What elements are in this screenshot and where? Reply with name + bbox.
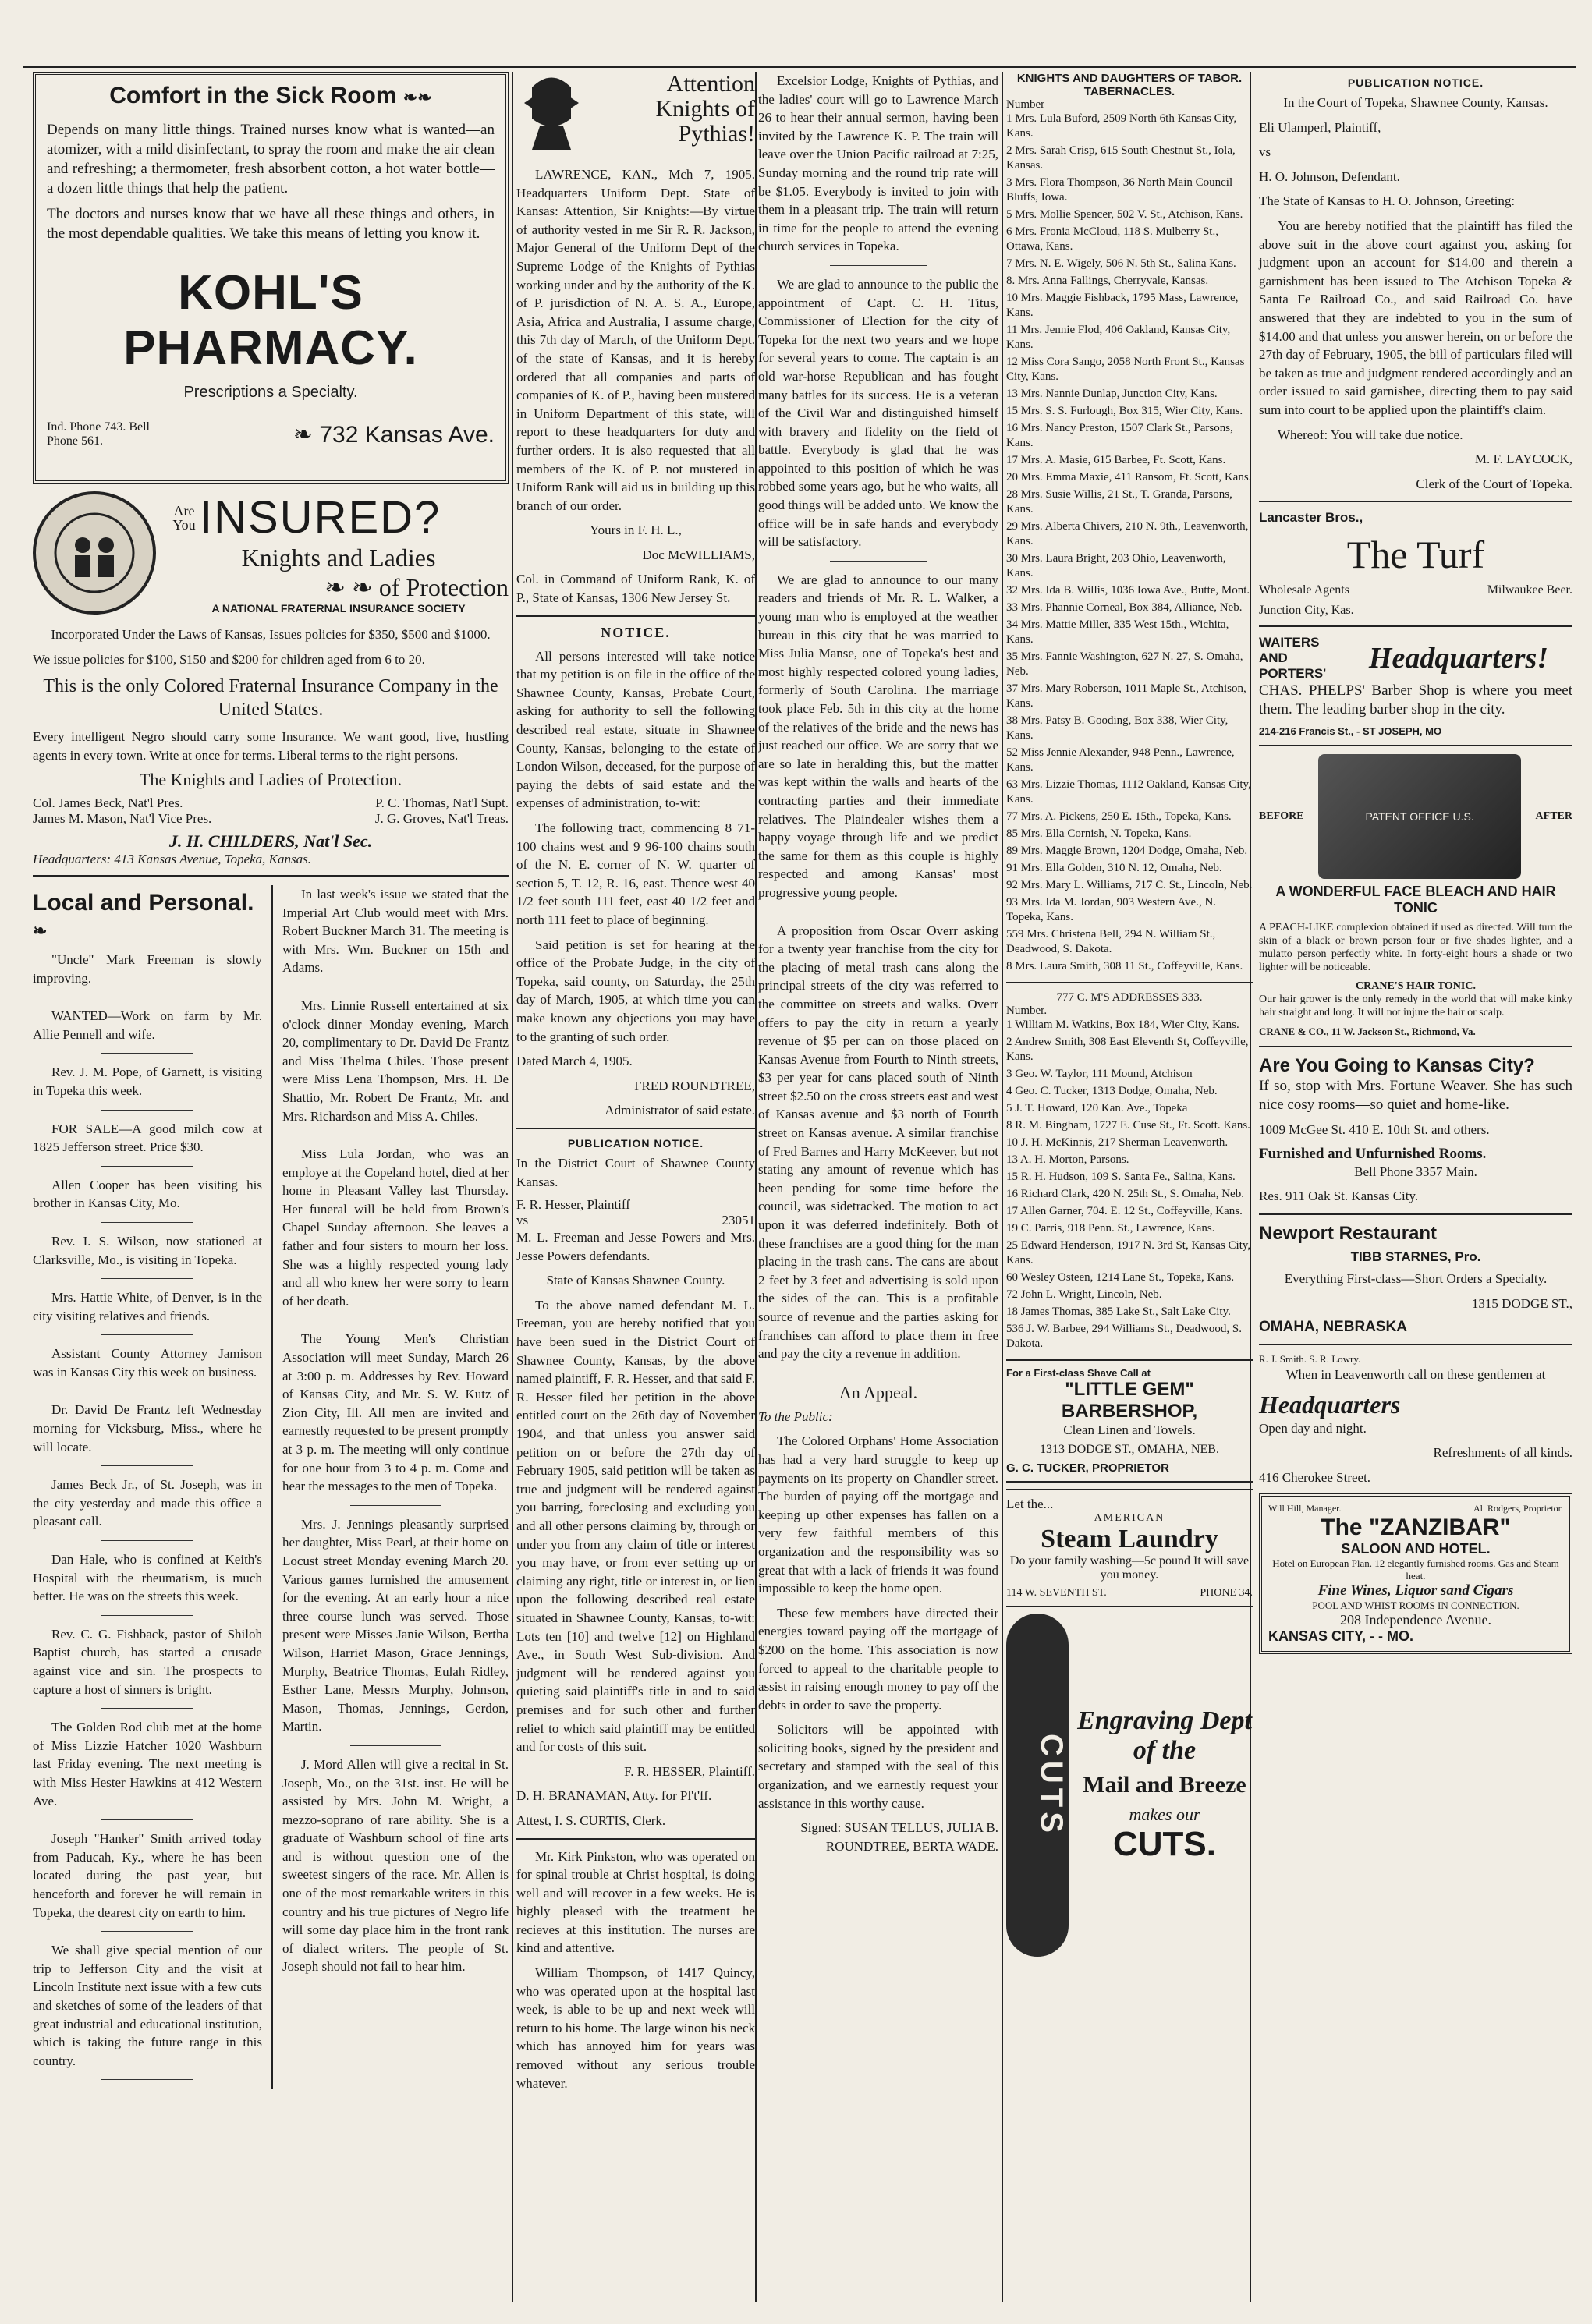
overr-item: A proposition from Oscar Overr asking for a twenty year franchise from the city for the placing of metal trash cans along the principal streets of the city was referred to the committee on streets and walks. Overr offers to pay the city in return a yearly revenue of $5 per can on those placed on Kansas Avenue from Fourth to Ninth streets, $3 per year for cans placed south of Ninth street $2.50 on the cross streets east and west of Kansas avenue and $3 north of Fourth street on Kansas avenue. A similar franchise of Fred Barnes and Harry McKeever, but not stating any amount of revenue which has been pending for some time before the council, was sidetracked. The motion to act upon it was deferred indefinitely. Both of these franchises are a good thing for the man placing in the trash cans. The cans are about 2 feet by 3 feet and advertising is sold upon the sides of the can. This is a profitable source of revenue and the parties asking for franchises can afford to place them in free and pay the city a revenue in addition. <box>758 923 998 1362</box>
ad-body: The doctors and nurses know that we have all these things and others, in the most dependable qualities. We take this means of letting you know it. <box>47 206 495 242</box>
turf-agents: Wholesale Agents <box>1259 583 1349 597</box>
ornament-icon: ❧ <box>33 920 48 941</box>
tabor-list <box>1006 112 1253 974</box>
lgem-sub: Clean Linen and Towels. <box>1063 1422 1196 1437</box>
leaven-hq: Headquarters <box>1259 1390 1401 1419</box>
cuts-banner: CUTS <box>1006 1614 1069 1957</box>
officer: James M. Mason, Nat'l Vice Pres. <box>33 810 212 826</box>
tabor-entry: 20 Mrs. Emma Maxie, 411 Ransom, Ft. Scott, Kans. <box>1006 471 1252 484</box>
engraving-paper: Mail and Breeze <box>1083 1772 1246 1798</box>
phone-numbers: Ind. Phone 743. Bell Phone 561. <box>47 420 150 448</box>
pub-number: 23051 <box>722 1213 755 1228</box>
tabor-entry: 2 Mrs. Sarah Crisp, 615 South Chestnut St., Iola, Kansas. <box>1006 144 1236 172</box>
tabor-entry: 7 Mrs. N. E. Wigely, 506 N. 5th St., Salina Kans. <box>1006 257 1236 270</box>
tabor-entry: 1 Mrs. Lula Buford, 2509 North 6th Kansas City, Kans. <box>1006 112 1237 140</box>
tabor-entry: 63 Mrs. Lizzie Thomas, 1112 Oakland, Kansas City, Kans. <box>1006 778 1251 806</box>
local-item: Dr. David De Frantz left Wednesday morning for Vicksburg, Miss., where he will locate. <box>33 1402 262 1454</box>
turf-bros: Lancaster Bros., <box>1259 510 1363 526</box>
tonic-title: CRANE'S HAIR TONIC. <box>1356 980 1476 993</box>
turf-beer: Milwaukee Beer. <box>1487 583 1572 597</box>
pub-defendants: M. L. Freeman and Jesse Powers and Mrs. Jesse Powers defendants. <box>516 1230 755 1263</box>
column-2 <box>516 72 755 2302</box>
separator <box>101 1278 193 1279</box>
tabor-entry: 32 Mrs. Ida B. Willis, 1036 Iowa Ave., Butte, Mont. <box>1006 584 1250 597</box>
laundry-addr: 114 W. SEVENTH ST. <box>1006 1587 1107 1599</box>
tabor-entry: 30 Mrs. Laura Bright, 203 Ohio, Leavenworth, Kans. <box>1006 552 1226 579</box>
tabor-entry: 34 Mrs. Mattie Miller, 335 West 15th., Wichita, Kans. <box>1006 618 1229 646</box>
local-item: Joseph "Hanker" Smith arrived today from Paducah, Ky., where he has been located during the past year, but henceforth and forever he will remain in Topeka, the dearest city on earth to him. <box>33 1831 262 1920</box>
knights-header <box>516 72 755 158</box>
officer: Col. James Beck, Nat'l Pres. <box>33 795 183 810</box>
walker-item: We are glad to announce to our many readers and friends of Mr. R. L. Walker, a young man who is employed at the weather bureau in this city that he was married to Miss Julia Manse, one of Topeka's best and most highly respected colored young ladies, formerly of South Carolina. The marriage took place Feb. 5th in this city at the home of the relatives of the bride and the news has just reached our office. We are sorry that we are so late in heralding this, but the matter was kept within the walls and hearts of the contracting parties and their immediate relatives. The Plaindealer wishes them a happy voyage through life and we predict the same for them as this couple is highly respected and among Kansas' most progressive young people. <box>758 572 998 900</box>
pub2-plaintiff: Eli Ulamperl, Plaintiff, <box>1259 119 1381 135</box>
waiters-hq: Headquarters! <box>1368 642 1549 675</box>
kc-res: Res. 911 Oak St. Kansas City. <box>1259 1189 1419 1204</box>
section-title: Local and Personal. <box>33 889 254 916</box>
appeal-title: An Appeal. <box>839 1382 918 1402</box>
attention-title: Knights of <box>655 96 755 122</box>
local-item: James Beck Jr., of St. Joseph, was in the city yesterday and made this office a pleasant call. <box>33 1477 262 1529</box>
ornament-icon: ❧ <box>293 421 320 448</box>
newport-city: OMAHA, NEBRASKA <box>1259 1319 1407 1336</box>
top-rule <box>23 66 1576 68</box>
pub-body: To the above named defendant M. L. Freeman, you are hereby notified that you have been sued in the District Court of Shawnee County, Kansas, by the above named plaintiff, F. R. Hesser, and that said F. R. Hesser filed her petition in the above entitled court on the 26th day of November 1904, and that unless you answer said petition on or before the 27th day of February 1905, said petition will be taken as true and judgment will be rendered against you barring, foreclosing and excluding you and all other persons claiming by, through or under you from any claim of title or interest you may have, or from ever setting up or claiming any right, title or interest in, or lien upon the following described real estate situated in Shawnee County, Kansas, to-wit: Lots ten [10] and twelve [12] on Highland Ave., in South West Sub-division. And judgment will be rendered against you quieting said plaintiff's title in and to said premises and for such other and further relief to which said plaintiff may be entitled and for costs of this suit. <box>516 1297 755 1755</box>
tabor-entry: 28 Mrs. Susie Willis, 21 St., T. Granda, Parsons, Kans. <box>1006 488 1232 515</box>
sign: Col. in Command of Uniform Rank, K. of P., State of Kansas, 1306 New Jersey St. <box>516 572 755 606</box>
notice-admin: FRED ROUNDTREE, <box>634 1078 755 1093</box>
face-bleach-ad <box>1259 754 1572 1038</box>
pub2-title: PUBLICATION NOTICE. <box>1347 76 1484 89</box>
local-item: The Golden Rod club met at the home of Miss Lizzie Hatcher 1020 Washburn last Friday evening. The next meeting is with Miss Hester Hawkins at 412 Western Ave. <box>33 1720 262 1809</box>
pub-court: In the District Court of Shawnee County Kansas. <box>516 1155 755 1189</box>
cms-entry: 19 C. Parris, 918 Penn. St., Lawrence, Kans. <box>1006 1222 1215 1235</box>
column-left <box>33 72 509 2302</box>
leavenworth-ad <box>1259 1353 1572 1486</box>
notice-body: All persons interested will take notice that my petition is on file in the office of the Shawnee County, Kansas, Probate Court, asking for authority to sell the following described real estate, situate in Shawnee County, Kansas, belonging to the estate of London Wilson, deceased, for the purpose of paying the debts of said estate and the expenses of administration, to-wit: <box>516 648 755 811</box>
pub2-clerk: M. F. LAYCOCK, <box>1474 452 1572 467</box>
cms-entry: 536 J. W. Barbee, 294 Williams St., Deadwood, S. Dakota. <box>1006 1323 1243 1350</box>
attention-body: LAWRENCE, KAN., Mch 7, 1905. Headquarters Uniform Dept. State of Kansas: Attention, Sir Knights:—By virtue of authority vested in me Sir R. R. Jackson, Major General of the Uniform Dept of the Supreme Lodge of the Knights of Pythias working under and by the authority of the K. of P. jurisdiction of N. A. S. A., Europe, Asia, Africa and Australia, I assume charge, this 7th day of March, of the Uniform Dept. of the state of Kansas, and it is hereby ordered that all companies and parts of companies of K. of P., having been mustered in Uniform Department of this state, will report to these headquarters for duty and further orders. It is also requested that all members of the K. of P. not mustered in Uniform Rank will aid us in building up this branch of our order. <box>516 167 755 513</box>
pub-vs: vs <box>516 1213 529 1228</box>
waiters-ad <box>1259 635 1572 737</box>
tabor-entry: 91 Mrs. Ella Golden, 310 N. 12, Omaha, Neb. <box>1006 862 1222 874</box>
column-4 <box>1006 72 1253 2302</box>
pub-sig: F. R. HESSER, Plaintiff. <box>624 1763 755 1779</box>
leaven-refresh: Refreshments of all kinds. <box>1433 1445 1572 1461</box>
local-item: Dan Hale, who is confined at Keith's Hospital with the rheumatism, is much better. He was on the streets this week. <box>33 1552 262 1604</box>
lgem-addr: 1313 DODGE ST., OMAHA, NEB. <box>1040 1443 1219 1456</box>
newport-addr: 1315 DODGE ST., <box>1471 1295 1572 1311</box>
org-name-1: Knights and Ladies <box>241 544 436 572</box>
pub2-body: You are hereby notified that the plaintiff has filed the above suit in the above court against you, asking for judgment upon an account for $14.00 and therein a garnishment has been issued to The Atchison Topeka & Santa Fe Railroad Co., and said Railroad Co. have answered that they are indebted to you in the sum of $14.00 and that unless you answer herein, on or before the 27th day of February, 1905, the bill of particulars filed will be taken as true and judgment rendered accordingly and an order issued to said garnishee, directing them to pay said sum into court to be applied upon the plaintiff's claim. <box>1259 218 1572 417</box>
tabor-entry: 6 Mrs. Fronia McCloud, 118 S. Mulberry St., Ottawa, Kans. <box>1006 225 1218 253</box>
laundry-american: AMERICAN <box>1094 1512 1165 1524</box>
cms-entry: 72 John L. Wright, Lincoln, Neb. <box>1006 1288 1162 1301</box>
separator <box>101 1166 193 1167</box>
newport-tibb: TIBB STARNES, Pro. <box>1350 1249 1481 1265</box>
kc-addr: 1009 McGee St. 410 E. 10th St. and others. <box>1259 1122 1490 1138</box>
local-item: Allen Cooper has been visiting his brother in Kansas City, Mo. <box>33 1177 262 1211</box>
zanzibar-prop: Al. Rodgers, Proprietor. <box>1473 1502 1563 1514</box>
tabor-entry: 13 Mrs. Nannie Dunlap, Junction City, Kans. <box>1006 388 1218 400</box>
cms-entry: 4 Geo. C. Tucker, 1313 Dodge, Omaha, Neb. <box>1006 1085 1218 1097</box>
tabor-number: Number <box>1006 98 1045 111</box>
laundry-name: Steam Laundry <box>1041 1525 1218 1553</box>
tabor-entry: 5 Mrs. Mollie Spencer, 502 V. St., Atchison, Kans. <box>1006 208 1243 221</box>
cms-entry: 2 Andrew Smith, 308 East Eleventh St, Coffeyville, Kans. <box>1006 1036 1249 1063</box>
bleach-title: A WONDERFUL FACE BLEACH AND HAIR TONIC <box>1275 884 1556 916</box>
turf-ad <box>1259 510 1572 618</box>
leaven-names: R. J. Smith. S. R. Lowry. <box>1259 1353 1361 1366</box>
zanzibar-sub: SALOON AND HOTEL. <box>1341 1540 1491 1557</box>
local-item: Mrs. Hattie White, of Denver, is in the city visiting relatives and friends. <box>33 1290 262 1323</box>
lgem-name: "LITTLE GEM" BARBERSHOP, <box>1061 1379 1198 1422</box>
knight-helmet-icon <box>516 72 587 158</box>
tabor-entry: 17 Mrs. A. Masie, 615 Barbee, Ft. Scott, Kans. <box>1006 454 1226 466</box>
separator <box>101 1222 193 1223</box>
appeal-body: The Colored Orphans' Home Association has had a very hard struggle to keep up payments on its property on Chandler street. The burden of paying off the mortgage and keeping up other expenses has fallen on a very few faithful members of this organization and the responsibility was so great that with a lack of friends it was found impossible to keep the home open. <box>758 1433 998 1596</box>
tabor-entry: 33 Mrs. Phannie Corneal, Box 384, Alliance, Neb. <box>1006 601 1243 614</box>
tabor-entry: 3 Mrs. Flora Thompson, 36 North Main Council Bluffs, Iowa. <box>1006 176 1233 204</box>
local-item: In last week's issue we stated that the Imperial Art Club would meet with Mrs. Robert Buckner March 31. The meeting is with Mrs. Wm. Buckner on 15th and Adams. <box>282 886 509 976</box>
local-item: WANTED—Work on farm by Mr. Allie Pennell and wife. <box>33 1008 262 1042</box>
zanzibar-wines: Fine Wines, Liquor sand Cigars <box>1317 1582 1514 1599</box>
pub2-whereof: Whereof: You will take due notice. <box>1278 427 1463 442</box>
officer: P. C. Thomas, Nat'l Supt. <box>375 795 509 810</box>
waiters-body: CHAS. PHELPS' Barber Shop is where you meet them. The leading barber shop in the city. <box>1259 682 1572 718</box>
org-footer: The Knights and Ladies of Protection. <box>139 770 402 790</box>
separator <box>101 1465 193 1466</box>
zanzibar-addr: 208 Independence Avenue. <box>1339 1611 1492 1628</box>
officer: J. G. Groves, Nat'l Treas. <box>374 810 509 826</box>
turf-city: Junction City, Kas. <box>1259 604 1354 618</box>
separator <box>101 1819 193 1820</box>
every-text: Every intelligent Negro should carry some Insurance. We want good, live, hustling agents in every town. Write at once for terms. Liberal terms to the right persons. <box>33 729 509 763</box>
tabor-entry: 38 Mrs. Patsy B. Gooding, Box 338, Wier City, Kans. <box>1006 714 1229 742</box>
appeal-body: These few members have directed their energies toward paying off the mortgage of $200 on the home. This association is now forced to appeal to the charitable people to assist in raising enough money to pay off the debts in order to save the property. <box>758 1605 998 1713</box>
ad-title: Comfort in the Sick Room ❧❧ <box>109 83 432 108</box>
tabor-entry: 77 Mrs. A. Pickens, 250 E. 15th., Topeka, Kans. <box>1006 810 1232 823</box>
kc-furn: Furnished and Unfurnished Rooms. <box>1259 1145 1487 1162</box>
sign: Doc McWILLIAMS, <box>642 547 755 562</box>
tabor-entry: 85 Mrs. Ella Cornish, N. Topeka, Kans. <box>1006 827 1192 840</box>
society-label: A NATIONAL FRATERNAL INSURANCE SOCIETY <box>211 602 466 615</box>
are-you-label: Are You <box>172 502 196 533</box>
leaven-open: Open day and night. <box>1259 1420 1367 1436</box>
thompson-item: William Thompson, of 1417 Quincy, who was operated upon at the hospital last week, is able to be up and next week will return to his home. The large winon his neck which has annoyed him for years was removed without any serious trouble whatever. <box>516 1965 755 2091</box>
turf-title: The Turf <box>1346 533 1485 577</box>
insurance-ad <box>33 491 509 877</box>
tabor-entry: 11 Mrs. Jennie Flod, 406 Oakland, Kansas City, Kans. <box>1006 324 1231 351</box>
local-right <box>282 885 509 2089</box>
cms-entry: 25 Edward Henderson, 1917 N. 3rd St, Kansas City, Kans. <box>1006 1239 1251 1267</box>
tabor-entry: 16 Mrs. Nancy Preston, 1507 Clark St., Parsons, Kans. <box>1006 422 1233 449</box>
zanzibar-hotel: Hotel on European Plan. 12 elegantly furnished rooms. Gas and Steam heat. <box>1272 1557 1559 1582</box>
notice-body: The following tract, commencing 8 71-100 chains west and 9 96-100 chains south of the N. E. corner of N. W. quarter of section 5, T. 12, R. 16, east. Thence west 40 1/2 feet south 111 feet, east 40 1/2 feet and north 111 feet to place of beginning. <box>516 820 755 927</box>
laundry-line: Do your family washing—5c pound It will save you money. <box>1009 1554 1250 1582</box>
local-item: Miss Lula Jordan, who was an employe at the Copeland hotel, died at her home in Pleasant Valley last Thursday. Her funeral will be held from Brown's Chapel Sunday afternoon. She leaves a father and four sisters to mourn her loss. She was a highly respected young lady and all who knew her were sorry to learn of her death. <box>282 1146 509 1309</box>
newport-first: Everything First-class—Short Orders a Specialty. <box>1284 1271 1548 1287</box>
local-item: The Young Men's Christian Association will meet Sunday, March 26 at 3:00 p. m. Addresses by Rev. Howard of Kansas City, and Mr. S. W. Kutz of Zion City, Ill. All men are invited and earnestly requested to be present promptly at 3 p. m. The meeting will only continue for one hour from 3 to 4 p. m. Come and hear the messages to the men of Topeka. <box>282 1331 509 1494</box>
newport-ad <box>1259 1223 1572 1336</box>
separator <box>101 1540 193 1541</box>
column-rule <box>755 72 757 2302</box>
waiters-left: WAITERS AND PORTERS' <box>1259 635 1327 682</box>
before-label: BEFORE <box>1259 810 1304 823</box>
local-item: "Uncle" Mark Freeman is slowly improving. <box>33 951 262 986</box>
local-item: Assistant County Attorney Jamison was in Kansas City this week on business. <box>33 1346 262 1380</box>
cms-entry: 18 James Thomas, 385 Lake St., Salt Lake City. <box>1006 1305 1231 1318</box>
cms-entry: 3 Geo. W. Taylor, 111 Mound, Atchison <box>1006 1068 1193 1080</box>
notice-admin: Administrator of said estate. <box>605 1103 755 1118</box>
children-text: We issue policies for $100, $150 and $200 for children aged from 6 to 20. <box>33 651 425 667</box>
pub2-clerk: Clerk of the Court of Topeka. <box>1416 476 1572 491</box>
column-rule <box>512 72 513 2302</box>
tabor-entry: 35 Mrs. Fannie Washington, 627 N. 27, S. Omaha, Neb. <box>1006 650 1243 678</box>
notice-dated: Dated March 4, 1905. <box>516 1054 633 1069</box>
lgem-prop: G. C. TUCKER, PROPRIETOR <box>1006 1461 1169 1475</box>
local-item: FOR SALE—A good milch cow at 1825 Jefferson street. Price $30. <box>33 1121 262 1155</box>
leaven-line: When in Leavenworth call on these gentlemen at <box>1285 1367 1546 1383</box>
laundry-ad <box>1006 1489 1253 1607</box>
zanzibar-name: The "ZANZIBAR" <box>1321 1514 1511 1540</box>
tabor-entry: 89 Mrs. Maggie Brown, 1204 Dodge, Omaha, Neb. <box>1006 845 1248 857</box>
cms-list <box>1006 1018 1253 1352</box>
tabor-entry: 8. Mrs. Anna Fallings, Cherryvale, Kansas. <box>1006 275 1209 287</box>
cms-title: 777 C. M'S ADDRESSES 333. <box>1056 991 1203 1004</box>
pub2-defendant: H. O. Johnson, Defendant. <box>1259 168 1400 184</box>
leaven-addr: 416 Cherokee Street. <box>1259 1470 1371 1486</box>
local-item: Rev. C. G. Fishback, pastor of Shiloh Baptist church, has started a crusade against vice and sin. The prospects to capture a host of sinners is bright. <box>33 1626 262 1697</box>
attention-title: Attention <box>666 72 755 97</box>
engraving-makes: makes our <box>1129 1805 1200 1824</box>
insured-headline: INSURED? <box>200 492 441 543</box>
cms-entry: 13 A. H. Morton, Parsons. <box>1006 1153 1129 1166</box>
ad-body: Depends on many little things. Trained nurses know what is wanted—an atomizer, with a mild disinfectant, to spray the room and make the air clean and refreshing; a thermometer, fresh absorbent cotton, a hot water bottle—a dozen little things that help the patient. <box>47 122 495 197</box>
pinkston-item: Mr. Kirk Pinkston, who was operated on for spinal trouble at Christ hospital, is doing well and will recover in a few weeks. He is highly pleased with the treatment he recieves at this institution. The nurses are kind and attentive. <box>516 1848 755 1956</box>
only-text: This is the only Colored Fraternal Insurance Company in the United States. <box>43 676 498 721</box>
org-name-2: of Protection <box>378 573 509 601</box>
laundry-let: Let the... <box>1006 1497 1054 1511</box>
tabor-entry: 15 Mrs. S. S. Furlough, Box 315, Wier City, Kans. <box>1006 405 1243 417</box>
cms-entry: 17 Allen Garner, 704. E. 12 St., Coffeyville, Kans. <box>1006 1205 1243 1217</box>
tabor-entry: 8 Mrs. Laura Smith, 308 11 St., Coffeyville, Kans. <box>1006 960 1243 972</box>
appeal-body: Solicitors will be appointed with soliciting books, signed by the president and secretary and stamped with the seal of this organization, and we earnestly request your assistance in this worthy cause. <box>758 1722 998 1811</box>
separator <box>350 1745 441 1746</box>
separator <box>101 1053 193 1054</box>
tabor-title: KNIGHTS AND DAUGHTERS OF TABOR. TABERNACLES. <box>1016 72 1243 98</box>
ornament-icon: ❧❧ <box>402 87 432 107</box>
ornament-icon: ❧ ❧ <box>324 573 379 601</box>
tonic-body: Our hair grower is the only remedy in the world that will make kinky hair straight and long. It will not injure the hair or scalp. <box>1259 994 1572 1019</box>
local-item: We shall give special mention of our trip to Jefferson City and the visit at Lincoln Institute next issue with a few cuts and sketches of some of the leaders of that great industrial and educational institution, which is taking the future range in this country. <box>33 1943 262 2068</box>
zanzibar-pool: POOL AND WHIST ROOMS IN CONNECTION. <box>1312 1599 1519 1611</box>
newport-title: Newport Restaurant <box>1259 1223 1438 1245</box>
tabor-entry: 93 Mrs. Ida M. Jordan, 903 Western Ave., N. Topeka, Kans. <box>1006 896 1217 923</box>
headquarters: Headquarters: 413 Kansas Avenue, Topeka, Kansas. <box>33 851 311 866</box>
separator <box>101 2079 193 2080</box>
tabor-entry: 52 Miss Jennie Alexander, 948 Penn., Lawrence, Kans. <box>1006 746 1235 774</box>
column-5 <box>1253 72 1572 2302</box>
cms-entry: 8 R. M. Bingham, 1727 E. Cuse St., Ft. Scott. Kans. <box>1006 1119 1250 1132</box>
separator <box>101 1708 193 1709</box>
specialty: Prescriptions a Specialty. <box>183 384 358 401</box>
engraving-cuts: CUTS. <box>1113 1825 1216 1863</box>
lgem-pre: For a First-class Shave Call at <box>1006 1367 1151 1379</box>
local-item: J. Mord Allen will give a recital in St. Joseph, Mo., on the 31st. inst. He will be assisted by Mrs. John M. Wright, a mezzo-soprano of rare ability. She is a graduate of Washburn school of fine arts and is without question one of the sweetest singers of the race. Mr. Allen is one of the most remarkable writers in this country and his true pictures of Negro life will some day place him in the front rank of dialect writers. The people of St. Joseph should not fail to hear him. <box>282 1756 509 1975</box>
titus-item: We are glad to announce to the public the appointment of Capt. C. H. Titus, Commissioner of Election for the city of Topeka for the next two years and we hope for several years to come. The captain is an old war-horse Republican and has fought many battles for its success. He is a veteran of the Civil War and distinguished himself with bravery and fidelity on the field of battle. Everybody is glad that he was appointed to this position of which he was robbed some years ago, but he who waits, all good things will be added unto. We know the office will be in safe hands and everybody will be satisfactory. <box>758 276 998 550</box>
tabor-entry: 10 Mrs. Maggie Fishback, 1795 Mass, Lawrence, Kans. <box>1006 292 1239 319</box>
pub2-greeting: The State of Kansas to H. O. Johnson, Greeting: <box>1259 193 1516 209</box>
zanzibar-city: KANSAS CITY, - - MO. <box>1268 1628 1414 1644</box>
local-item: Rev. I. S. Wilson, now stationed at Clarksville, Mo., is visiting in Topeka. <box>33 1233 262 1267</box>
column-rule <box>1002 72 1003 2302</box>
separator <box>350 1505 441 1506</box>
pub-plaintiff: F. R. Hesser, Plaintiff <box>516 1197 630 1213</box>
separator <box>101 1615 193 1616</box>
cms-entry: 10 J. H. McKinnis, 217 Sherman Leavenworth. <box>1006 1136 1229 1149</box>
separator <box>101 1931 193 1932</box>
pub2-court: In the Court of Topeka, Shawnee County, Kansas. <box>1283 95 1548 110</box>
pharmacy-address: 732 Kansas Ave. <box>319 421 495 448</box>
cms-entry: 1 William M. Watkins, Box 184, Wier City, Kans. <box>1006 1019 1239 1031</box>
local-item: Mrs. Linnie Russell entertained at six o'clock dinner Monday evening, March 20, complimentary to Dr. David De Frantz and Miss Thelma Chiles. Those present were Miss Lena Thompson, Mrs. H. De Shattio, Mr. Robert De Frantz, Mr. and Mrs. Richardson and Miss A. Chiles. <box>282 997 509 1124</box>
tabor-entry: 92 Mrs. Mary L. Williams, 717 C. St., Lincoln, Neb. <box>1006 879 1253 891</box>
zanzibar-ad <box>1259 1493 1572 1654</box>
local-item: Mrs. J. Jennings pleasantly surprised her daughter, Miss Pearl, at their home on Locust street Monday evening March 20. Various games furnished the amusement for the evening. At an early hour a nice three course lunch was served. Those present were Misses Janie Wilson, Bertha Wilson, Harriet Mason, Grace Jennings, Murphy, Beatrice Thomas, Eulah Ridley, Esther Lane, Messrs Murphy, Johnson, Mason, Thomas, Jennings, Gerdon, Martin. <box>282 1516 509 1734</box>
attention-title: Pythias! <box>678 121 755 147</box>
column-3 <box>758 72 998 2302</box>
pub-sig: D. H. BRANAMAN, Atty. for Pl't'ff. <box>516 1788 712 1804</box>
tabor-entry: 559 Mrs. Christena Bell, 294 N. William St., Deadwood, S. Dakota. <box>1006 928 1216 955</box>
pub-state: State of Kansas Shawnee County. <box>546 1273 725 1288</box>
appeal-to: To the Public: <box>758 1408 833 1424</box>
kc-body: If so, stop with Mrs. Fortune Weaver. She has such nice cosy rooms—so quiet and home-like. <box>1259 1078 1572 1114</box>
waiters-addr: 214-216 Francis St., - ST JOSEPH, MO <box>1259 725 1442 738</box>
notice-body: Said petition is set for hearing at the office of the Probate Judge, in the city of Topeka, said county, on Saturday, the 25th day of March, 1905, at which time you can make known any objections you may have to the granting of such order. <box>516 937 755 1044</box>
excelsior-item: Excelsior Lodge, Knights of Pythias, and the ladies' court will go to Lawrence March 26 to hear their annual sermon, having been invited by the Lawrence K. P. The train will leave over the Union Pacific railroad at 7:25, Sunday morning and the round trip rate will be $1.05. Everybody is invited to join with them in a pleasant trip. The train will return in time for the people to attend the evening church services in Topeka. <box>758 73 998 254</box>
little-gem-ad <box>1006 1359 1253 1483</box>
laundry-phone: PHONE 34. <box>1200 1587 1253 1599</box>
bleach-addr: CRANE & CO., 11 W. Jackson St., Richmond, Va. <box>1259 1026 1476 1038</box>
pharmacy-name: KOHL'S PHARMACY. <box>123 266 418 375</box>
local-left <box>33 885 262 2089</box>
kc-bell: Bell Phone 3357 Main. <box>1354 1164 1477 1179</box>
tabor-entry: 37 Mrs. Mary Roberson, 1011 Maple St., Atchison, Kans. <box>1006 682 1246 710</box>
after-label: AFTER <box>1535 810 1572 823</box>
bleach-body: A PEACH-LIKE complexion obtained if used as directed. Will turn the skin of a black or brown person four or five shades lighter, and a mulatto person perfectly white. In forty-eight hours a shade or two lighter will be noticeable. <box>1259 922 1572 974</box>
cms-entry: 15 R. H. Hudson, 109 S. Santa Fe., Salina, Kans. <box>1006 1171 1236 1183</box>
appeal-signed: Signed: SUSAN TELLUS, JULIA B. ROUNDTREE, BERTA WADE. <box>800 1820 998 1854</box>
cms-entry: 60 Wesley Osteen, 1214 Lane St., Topeka, Kans. <box>1006 1271 1235 1284</box>
notice-title: NOTICE. <box>601 624 671 640</box>
secretary: J. H. CHILDERS, Nat'l Sec. <box>168 831 373 851</box>
tabor-entry: 29 Mrs. Alberta Chivers, 210 N. 9th., Leavenworth, Kans. <box>1006 520 1249 547</box>
kohls-pharmacy-ad <box>33 72 509 484</box>
pub-sig: Attest, I. S. CURTIS, Clerk. <box>516 1812 666 1828</box>
sign: Yours in F. H. L., <box>590 523 682 538</box>
engraving-ad <box>1006 1614 1253 1957</box>
local-item: Rev. J. M. Pope, of Garnett, is visiting in Topeka this week. <box>33 1065 262 1098</box>
kansas-city-ad <box>1259 1055 1572 1206</box>
inc-text: Incorporated Under the Laws of Kansas, Issues policies for $350, $500 and $1000. <box>51 627 491 642</box>
cms-number: Number. <box>1006 1004 1048 1017</box>
portrait-icon: PATENT OFFICE U.S. <box>1318 754 1521 879</box>
separator <box>101 1334 193 1335</box>
kc-title: Are You Going to Kansas City? <box>1259 1055 1535 1077</box>
engraving-title: Engraving Dept of the <box>1077 1706 1252 1765</box>
pub2-vs: vs <box>1259 144 1271 160</box>
zanzibar-mgr: Will Hill, Manager. <box>1268 1502 1342 1514</box>
cms-entry: 5 J. T. Howard, 120 Kan. Ave., Topeka <box>1006 1102 1188 1114</box>
seal-emblem-icon <box>33 491 156 615</box>
tabor-entry: 12 Miss Cora Sango, 2058 North Front St., Kansas City, Kans. <box>1006 356 1245 383</box>
separator <box>101 1110 193 1111</box>
cms-entry: 16 Richard Clark, 420 N. 25th St., S. Omaha, Neb. <box>1006 1188 1244 1200</box>
pub-title: PUBLICATION NOTICE. <box>567 1136 704 1150</box>
